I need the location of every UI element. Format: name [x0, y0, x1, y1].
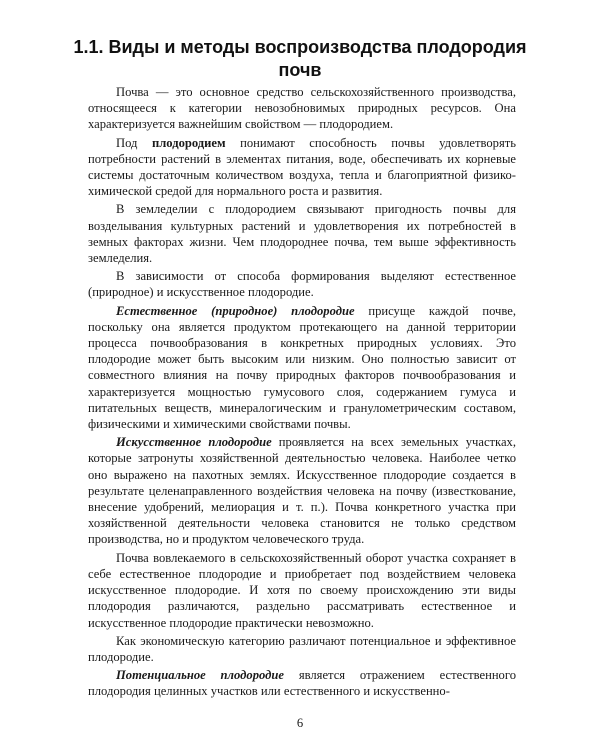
- page-number: 6: [296, 716, 304, 730]
- paragraph-rest: понимают способность почвы удовлетворять потребности растений в элементах питания, воде, обеспечивать их корневые системы достаточным количеством воздуха, тепла и благоприятной физико-химической средой для нормального роста и развития.: [88, 135, 517, 199]
- paragraph-rest: проявляется на всех земельных участках, которые затронуты хозяйственной деятельностью человека. Наиболее четко оно выражено на пахотных землях. Искусственное плодородие создается в результате целенаправленного воздействия человека на почву (известкование, внесение удобрений, мелиорация и т. п.). Почва конкретного участка при хозяйственной деятельности человека становится не только средством производства, но и продуктом человеческого труда.: [88, 435, 517, 547]
- section-title: 1.1. Виды и методы воспроизводства плодородия почв: [73, 37, 527, 80]
- paragraph-soil-definition: Почва — это основное средство сельскохозяйственного производства, относящееся к категории невозобновимых природных ресурсов. Она характеризуется важнейшим свойством — плодородием.: [88, 85, 516, 132]
- paragraph-fertility-definition: [88, 135, 516, 200]
- term-natural-fertility: Естественное (природное) плодородие: [116, 303, 355, 318]
- paragraph-agriculture: В земледелии с плодородием связывают пригодность почвы для возделывания культурных растений и удовлетворения их потребностей в земных факторах жизни. Чем плодороднее почва, тем выше эффективность земледелия.: [88, 202, 516, 266]
- term-artificial-fertility: Искусственное плодородие: [116, 435, 272, 450]
- term-potential-fertility: Потенциальное плодородие: [116, 668, 284, 683]
- paragraph-artificial-fertility: [88, 434, 516, 547]
- paragraph-rest: присуще каждой почве, поскольку она является продуктом протекающего на данной территории процесса почвообразования в конкретных природных условиях. Это плодородие может быть высоким или низким. Оно полностью зависит от совместного влияния на почву природных факторов почвообразования и характеризуется мощностью гумусового слоя, содержанием гумуса и питательных веществ, минералогическим и гранулометрическим составом, физическими и химическими свойствами почвы.: [88, 303, 516, 432]
- paragraph-natural-fertility: [88, 303, 516, 433]
- paragraph-lead: Под: [116, 135, 152, 150]
- body-text: [88, 84, 516, 702]
- term-fertility: плодородием: [151, 135, 226, 150]
- paragraph-rest: является отражением естественного плодородия целинных участков или естественного и искусственно-: [88, 668, 516, 699]
- paragraph-economic-category: Как экономическую категорию различают потенциальное и эффективное плодородие.: [88, 633, 516, 664]
- paragraph-combined-fertility: Почва вовлекаемого в сельскохозяйственный оборот участка сохраняет в себе естественное плодородие и приобретает под воздействием человека искусственное плодородие. И хотя по своему происхождению эти виды плодородия различаются, раздельно рассматривать естественное и искусственное плодородие практически невозможно.: [88, 550, 516, 630]
- paragraph-potential-fertility: [88, 667, 516, 699]
- paragraph-classification: В зависимости от способа формирования выделяют естественное (природное) и искусственное плодородие.: [88, 269, 516, 300]
